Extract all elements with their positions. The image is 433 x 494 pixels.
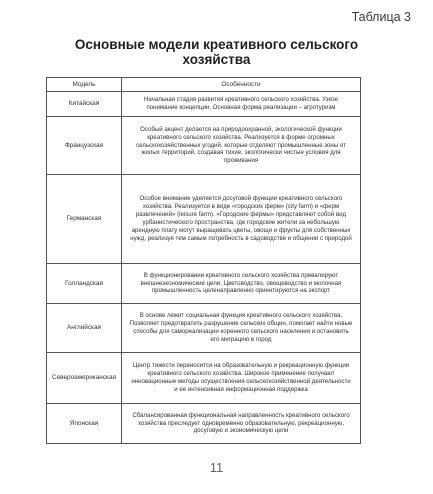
table-number-label: Таблица 3 bbox=[351, 10, 411, 24]
table-row bbox=[47, 92, 361, 117]
model-name-cell: Английская bbox=[47, 304, 122, 353]
table-row bbox=[47, 117, 361, 175]
table-row bbox=[47, 175, 361, 264]
column-header-features: Особенности bbox=[122, 78, 361, 92]
model-features-cell: Центр тяжести переносится на образовательную и рекреационную функции креативного сельского хозяйства. Широкое применение получают инновационные методы осуществления сельскохозяйственной деятельности и ее интенсивная информационная поддержка bbox=[122, 353, 361, 404]
page-title bbox=[0, 37, 433, 67]
model-features-cell: В функционировании креативного сельского хозяйства превалируют внешнеэкономические цели. Цветоводство, овощеводство и молочная промышленность целенаправленно ориентируются на экспорт bbox=[122, 264, 361, 304]
model-features-cell: Особый акцент делается на природоохранной, экологической функции креативного сельского хозяйства. Реализуется в форме огромных сельскохозяйственных угодий, которые отделяют промышленные зоны от жилых территорий, создавая тихие, экологически чистые условия для проживания bbox=[122, 117, 361, 175]
table-row bbox=[47, 404, 361, 444]
model-features-cell: В основе лежит социальная функция креативного сельского хозяйства. Позволяет предотвратить разрушение сельских общин, помогает найти новые способы для самореализации коренного сельского населения и остановить его миграцию в город bbox=[122, 304, 361, 353]
model-features-cell: Сбалансированная функциональная направленность креативного сельского хозяйства преследует одновременно образовательную, рекреационную, досуговую и экономическую цели bbox=[122, 404, 361, 444]
model-name-cell: Североамериканская bbox=[47, 353, 122, 404]
model-name-cell: Германская bbox=[47, 175, 122, 264]
table-row bbox=[47, 264, 361, 304]
page-title-line-1: Основные модели креативного сельского bbox=[74, 37, 359, 52]
page-number: 11 bbox=[209, 460, 224, 475]
table-row bbox=[47, 353, 361, 404]
model-name-cell: Китайская bbox=[47, 92, 122, 117]
model-features-cell: Начальная стадия развития креативного сельского хозяйства. Узкое понимание концепции. Основная форма реализации – агротуризм bbox=[122, 92, 361, 117]
model-name-cell: Голландская bbox=[47, 264, 122, 304]
page-title-line-2: хозяйства bbox=[182, 52, 251, 67]
model-name-cell: Французская bbox=[47, 117, 122, 175]
models-table bbox=[46, 77, 361, 444]
column-header-model: Модель bbox=[47, 78, 122, 92]
model-features-cell: Особое внимание уделяется досуговой функции креативного сельского хозяйства. Реализуется в виде «городских ферм» (city farm) и «ферм развлечений» (leisure farm). «Городские фермы» представляют собой вид урбанистического пространства, где городские жители за небольшую арендную плату могут выращивать цветы, овощи и фрукты для собственных нужд, реализуя тем самым потребность в садоводстве и общении с природой bbox=[122, 175, 361, 264]
table-row bbox=[47, 304, 361, 353]
table-header-row bbox=[47, 78, 361, 92]
model-name-cell: Японская bbox=[47, 404, 122, 444]
